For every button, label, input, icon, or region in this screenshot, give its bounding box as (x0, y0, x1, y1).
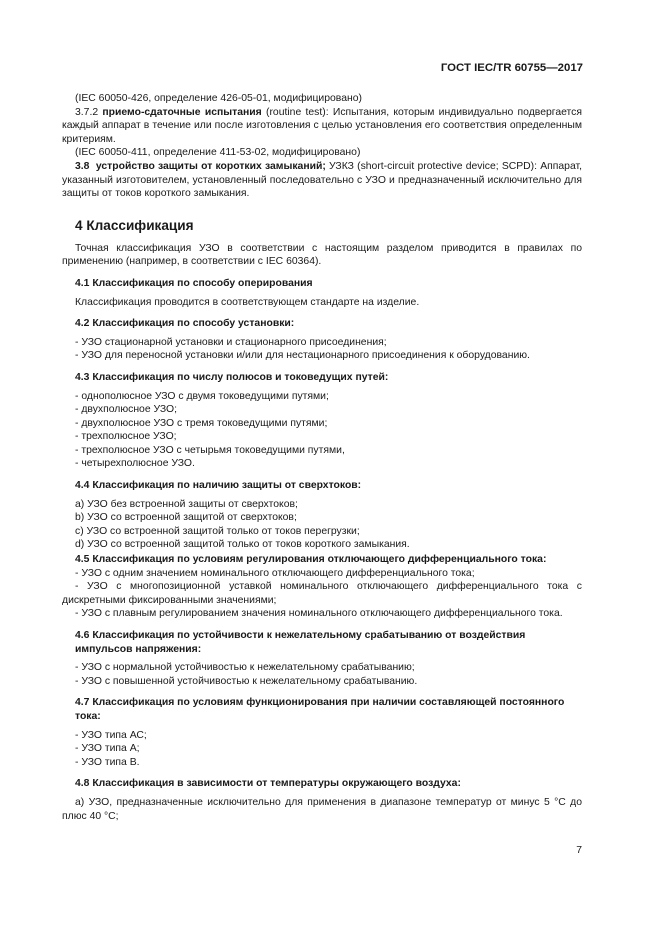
subsection-title: 4.1 Классификация по способу оперирования (75, 277, 313, 289)
subsection-title: 4.7 Классификация по условиям функционирования при наличии составляющей постоянного тока: (75, 697, 565, 722)
list-item: - УЗО с одним значением номинального отключающего дифференциального тока; (75, 567, 475, 579)
definition-number: 3.8 (75, 160, 90, 172)
section-intro: Точная классификация УЗО в соответствии с настоящим разделом приводится в правилах по применению (например, в соответствии с IEC 60364). (62, 242, 582, 268)
list-item: b) УЗО со встроенной защитой от сверхтоков; (75, 512, 297, 524)
subsection-title: 4.4 Классификация по наличию защиты от сверхтоков: (75, 480, 362, 492)
list-item: - УЗО стационарной установки и стационарного присоединения; (75, 336, 387, 348)
definition-term: приемо-сдаточные испытания (102, 106, 262, 118)
subsection-text: Классификация проводится в соответствующем стандарте на изделие. (75, 296, 420, 308)
standard-designation: ГОСТ IEC/TR 60755—2017 (440, 62, 583, 74)
list-item: - УЗО с многопозиционной уставкой номинального отключающего дифференциального тока с дискретными фиксированными значениями; (62, 581, 582, 606)
subsection-title: 4.5 Классификация по условиям регулирования отключающего дифференциального тока: (75, 554, 547, 566)
page-content (62, 92, 582, 823)
list-item: - УЗО с нормальной устойчивостью к нежелательному срабатыванию; (75, 662, 415, 674)
list-item: - УЗО типа В. (75, 756, 140, 768)
reference-note: (IEC 60050-411, определение 411-53-02, модифицировано) (75, 147, 361, 159)
list-item: - трехполюсное УЗО с четырьмя токоведущими путями, (75, 444, 345, 456)
list-item: - УЗО с повышенной устойчивостью к нежелательному срабатыванию. (75, 675, 418, 687)
subsection-title: 4.6 Классификация по устойчивости к нежелательному срабатыванию от воздействия импульсов напряжения: (75, 630, 526, 655)
subsection-title: 4.3 Классификация по числу полюсов и токоведущих путей: (75, 371, 389, 383)
page-number: 7 (576, 845, 582, 856)
list-item: - однополюсное УЗО с двумя токоведущими путями; (75, 390, 329, 402)
section-title: 4 Классификация (75, 217, 194, 233)
list-item: - УЗО типа А; (75, 743, 140, 755)
list-item: - двухполюсное УЗО с тремя токоведущими путями; (75, 417, 328, 429)
list-item: a) УЗО без встроенной защиты от сверхтоков; (75, 498, 298, 510)
list-item: d) УЗО со встроенной защитой только от токов короткого замыкания. (75, 539, 410, 551)
definition-number: 3.7.2 (75, 106, 99, 118)
list-item: а) УЗО, предназначенные исключительно для применения в диапазоне температур от минус 5 °С до плюс 40 °С; (62, 796, 582, 822)
definition-3-7-2 (62, 106, 582, 147)
list-item: - двухполюсное УЗО; (75, 404, 178, 416)
list-item: c) УЗО со встроенной защитой только от токов перегрузки; (75, 525, 360, 537)
definition-3-8 (62, 160, 582, 201)
subsection-title: 4.2 Классификация по способу установки: (75, 318, 295, 330)
definition-term: устройство защиты от коротких замыканий; (95, 160, 326, 172)
definition-text: УЗКЗ (short-circuit protective device; SCPD): Аппарат, указанный изготовителем, установленный последовательно с УЗО и предназначенный исключительно для защиты от токов короткого замыкания. (62, 160, 583, 200)
list-item: - четырехполюсное УЗО. (75, 458, 195, 470)
list-item: - УЗО для переносной установки и/или для нестационарного присоединения к оборудованию. (75, 350, 530, 362)
list-item: - УЗО типа АС; (75, 729, 147, 741)
definition-text: (routine test): Испытания, которым индивидуально подвергается каждый аппарат в течение или после изготовления с целью установления его соответствия определенным критериям. (62, 106, 582, 145)
subsection-title: 4.8 Классификация в зависимости от температуры окружающего воздуха: (75, 778, 461, 790)
list-item: - УЗО с плавным регулированием значения номинального отключающего дифференциального тока. (75, 608, 563, 620)
reference-note: (IEC 60050-426, определение 426-05-01, модифицировано) (75, 93, 362, 104)
list-item: - трехполюсное УЗО; (75, 431, 177, 443)
